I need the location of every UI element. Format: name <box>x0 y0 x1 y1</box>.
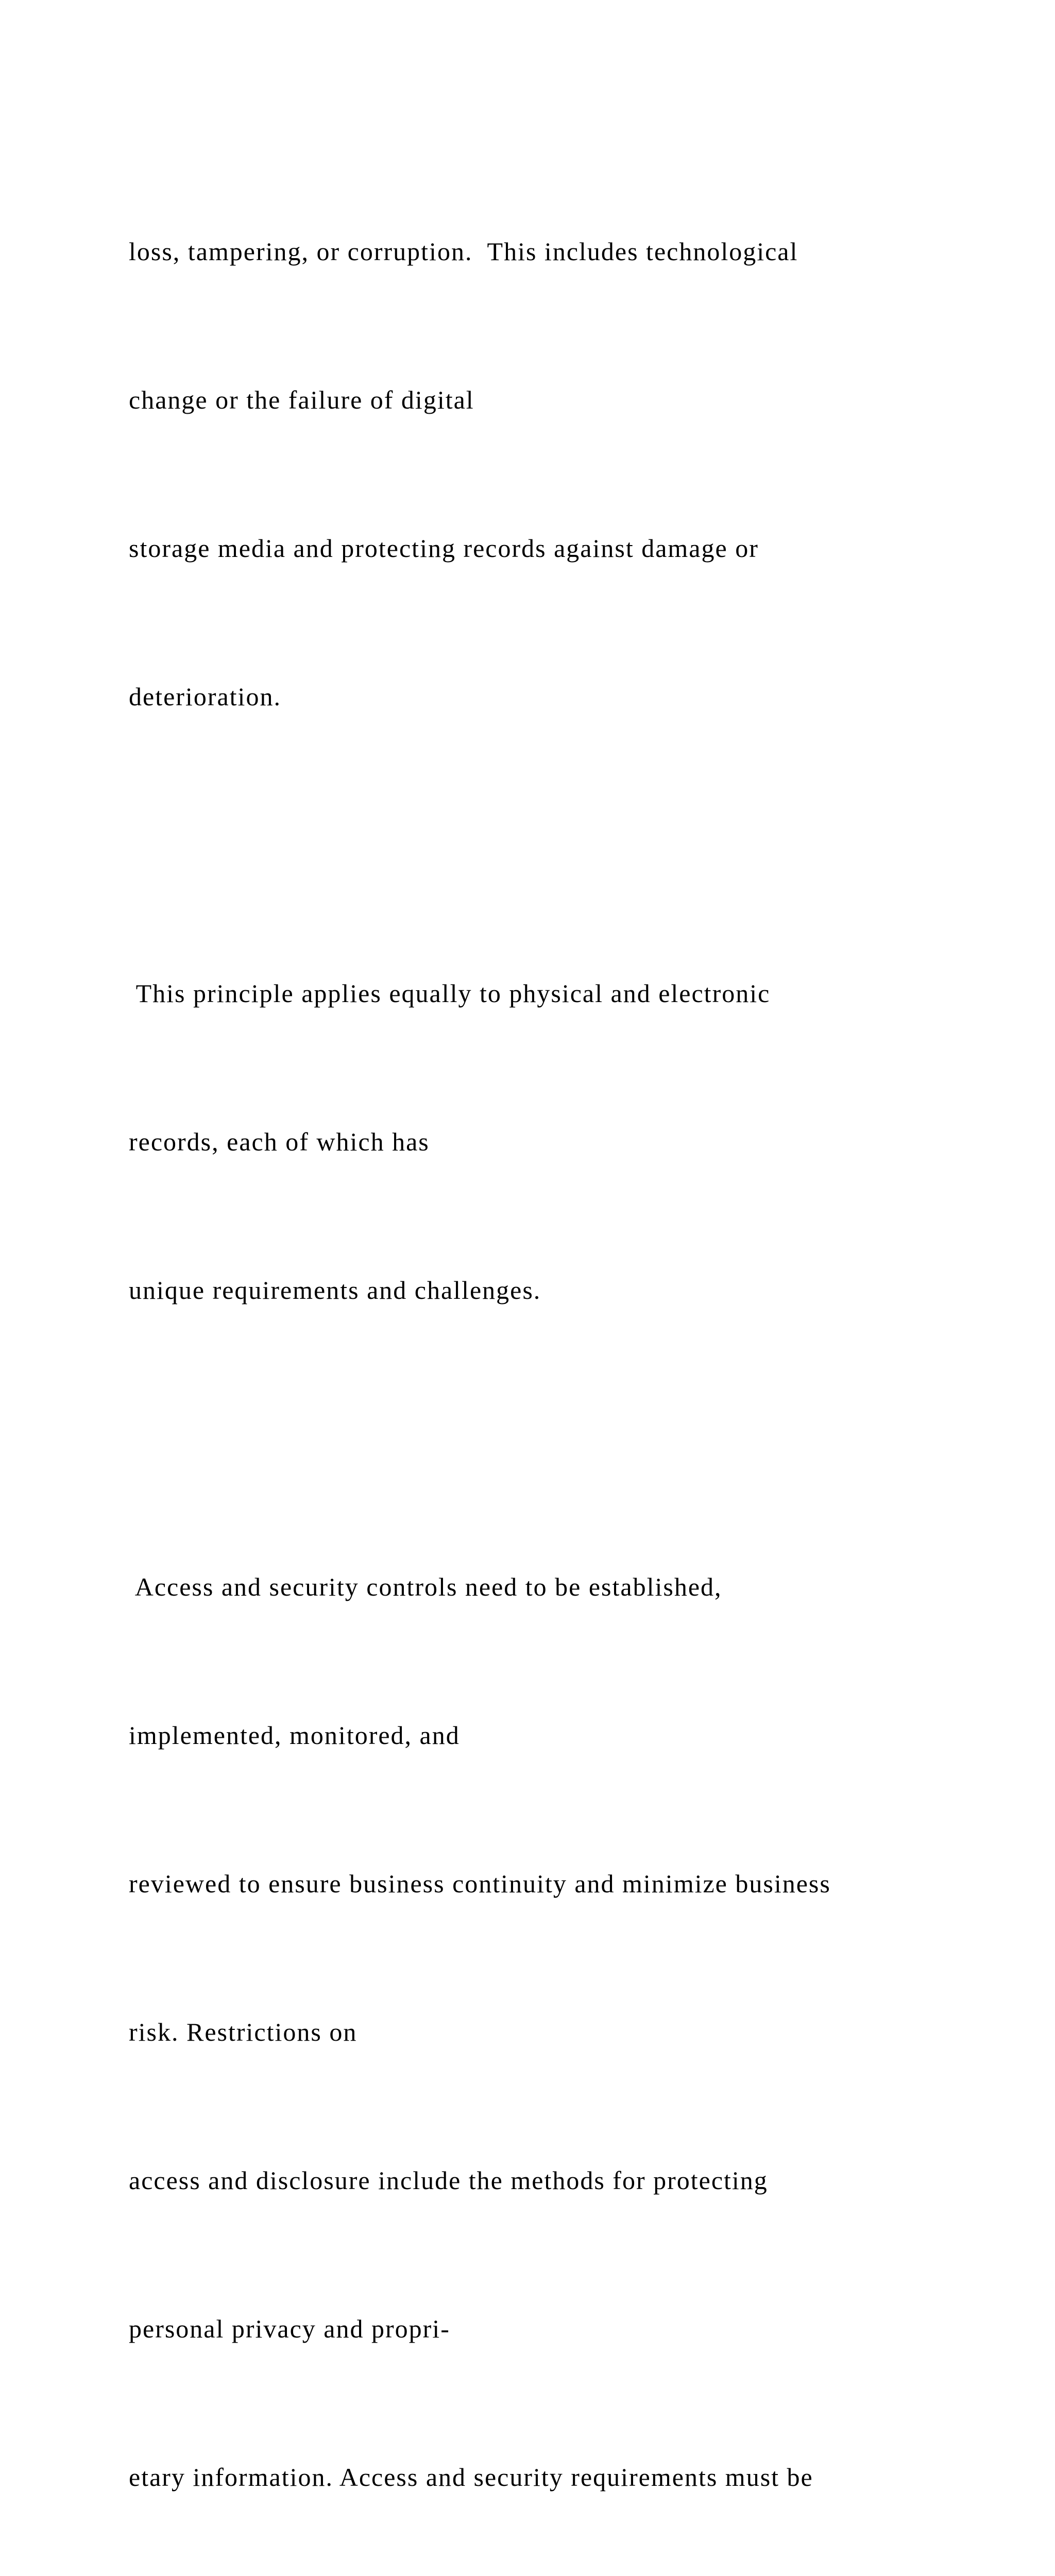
paragraph-gap <box>129 1414 1005 1463</box>
text-line: personal privacy and propri- <box>129 2314 450 2343</box>
text-line: This principle applies equally to physical and electronic <box>129 979 771 1008</box>
text-line: change or the failure of digital <box>129 385 474 414</box>
text-line: deterioration. <box>129 682 281 711</box>
text-line: storage media and protecting records against damage or <box>129 534 759 563</box>
text-line: Access and security controls need to be established, <box>129 1572 722 1601</box>
text-line: implemented, monitored, and <box>129 1721 460 1750</box>
text-line: etary information. Access and security requirements must be <box>129 2463 813 2492</box>
text-line: unique requirements and challenges. <box>129 1276 541 1304</box>
text-line: records, each of which has <box>129 1127 430 1156</box>
paragraph-gap <box>129 820 1005 870</box>
text-line: risk. Restrictions on <box>129 2018 358 2046</box>
text-line: loss, tampering, or corruption. This includes technological <box>129 237 798 266</box>
text-line: access and disclosure include the methods for protecting <box>129 2166 768 2195</box>
document-body <box>129 128 1005 2576</box>
text-line: reviewed to ensure business continuity and minimize business <box>129 1869 831 1898</box>
